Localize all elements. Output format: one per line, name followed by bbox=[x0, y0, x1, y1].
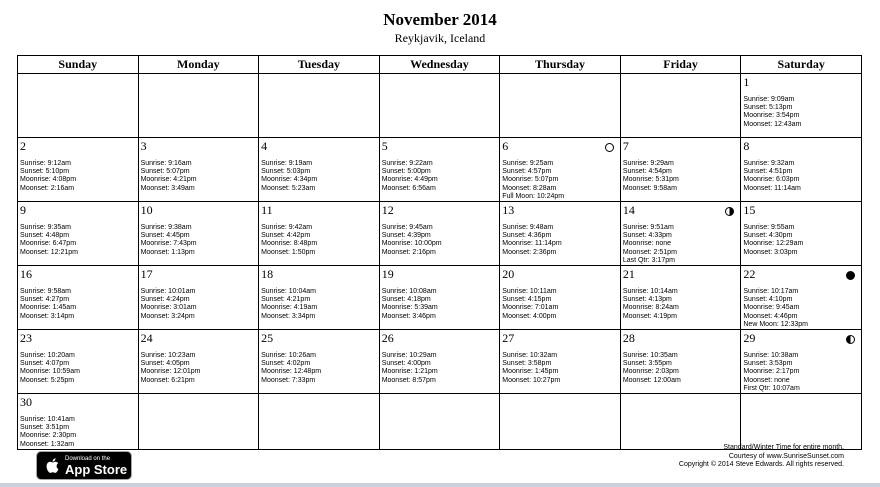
detail-line: Moonset: 8:28am bbox=[502, 184, 557, 192]
detail-line: Moonrise: 6:03pm bbox=[743, 176, 800, 184]
day-number: 27 bbox=[502, 331, 515, 345]
detail-line: Moonrise: 2:30pm bbox=[20, 432, 77, 440]
detail-line: Sunrise: 9:25am bbox=[502, 160, 554, 167]
day-number: 25 bbox=[261, 331, 274, 345]
empty-day-cell bbox=[138, 74, 259, 138]
detail-line: Full Moon: 10:24pm bbox=[502, 192, 565, 200]
footer-notes bbox=[679, 444, 844, 470]
detail-line: Moonset: 12:00am bbox=[622, 376, 681, 384]
detail-line: Moonrise: 12:48pm bbox=[261, 368, 322, 376]
day-cell bbox=[138, 330, 259, 394]
day-details bbox=[141, 224, 257, 257]
day-number: 21 bbox=[622, 267, 635, 281]
day-number: 8 bbox=[743, 139, 750, 153]
detail-line: Sunrise: 9:19am bbox=[261, 160, 313, 167]
day-details bbox=[141, 160, 257, 193]
detail-line: Moonrise: none bbox=[622, 240, 672, 248]
detail-line: Sunrise: 10:35am bbox=[622, 352, 678, 359]
detail-line: Moonrise: 7:43pm bbox=[140, 240, 197, 248]
detail-line: Sunset: 4:13pm bbox=[622, 296, 672, 304]
day-cell bbox=[500, 202, 621, 266]
weekday-header-saturday: Saturday bbox=[741, 56, 862, 74]
detail-line: First Qtr: 10:07am bbox=[743, 384, 800, 392]
weekday-header-row bbox=[18, 56, 862, 74]
detail-line: Moonrise: 4:08pm bbox=[20, 176, 77, 184]
day-number: 5 bbox=[381, 139, 388, 153]
detail-line: Sunrise: 9:58am bbox=[20, 288, 71, 295]
app-store-big-text: App Store bbox=[65, 462, 128, 477]
empty-day-cell bbox=[620, 74, 741, 138]
day-cell bbox=[259, 266, 380, 330]
day-number: 1 bbox=[743, 75, 750, 89]
detail-line: Moonset: 7:33pm bbox=[261, 376, 316, 384]
day-number: 10 bbox=[140, 203, 153, 217]
bottom-scroll-strip bbox=[0, 483, 880, 487]
app-store-small-text: Download on the bbox=[65, 456, 111, 462]
calendar-week-row bbox=[18, 138, 862, 202]
detail-line: Sunset: 3:53pm bbox=[743, 360, 793, 368]
detail-line: Moonrise: 5:39am bbox=[381, 304, 438, 312]
detail-line: Sunset: 4:05pm bbox=[140, 360, 190, 368]
detail-line: Moonrise: 1:45pm bbox=[502, 368, 559, 376]
day-cell bbox=[620, 138, 741, 202]
detail-line: Sunset: 4:57pm bbox=[502, 168, 552, 176]
day-cell bbox=[18, 266, 139, 330]
detail-line: Sunset: 5:03pm bbox=[261, 168, 311, 176]
detail-line: Sunrise: 10:14am bbox=[622, 288, 678, 295]
day-number: 16 bbox=[20, 267, 32, 281]
detail-line: Sunrise: 9:22am bbox=[381, 160, 433, 167]
detail-line: Sunset: 4:45pm bbox=[140, 232, 190, 240]
detail-line: Sunrise: 9:32am bbox=[743, 160, 795, 167]
day-details bbox=[382, 160, 498, 193]
detail-line: Moonset: 6:56am bbox=[381, 184, 436, 192]
detail-line: Sunset: 4:48pm bbox=[20, 232, 70, 240]
detail-line: Moonset: 11:14am bbox=[743, 184, 801, 192]
detail-line: Sunset: 4:54pm bbox=[622, 168, 672, 176]
detail-line: Moonrise: 5:31pm bbox=[622, 176, 679, 184]
detail-line: Moonset: 5:23am bbox=[261, 184, 316, 192]
day-number: 19 bbox=[381, 267, 394, 281]
day-details bbox=[261, 352, 377, 385]
day-cell bbox=[741, 138, 862, 202]
full-moon-icon bbox=[605, 143, 614, 152]
detail-line: Sunrise: 10:01am bbox=[140, 288, 196, 295]
detail-line: Moonset: 10:27pm bbox=[502, 376, 561, 384]
detail-line: Sunset: 4:51pm bbox=[743, 168, 793, 176]
day-cell bbox=[620, 266, 741, 330]
day-details bbox=[623, 288, 739, 321]
weekday-header-sunday: Sunday bbox=[18, 56, 139, 74]
day-details bbox=[502, 288, 618, 321]
detail-line: Sunrise: 10:20am bbox=[20, 352, 75, 359]
empty-day-cell bbox=[259, 394, 380, 450]
day-cell bbox=[500, 138, 621, 202]
empty-day-cell bbox=[379, 394, 500, 450]
detail-line: Moonrise: 4:21pm bbox=[140, 176, 197, 184]
detail-line: Moonset: 3:46pm bbox=[381, 312, 436, 320]
footer-time-note: Standard/Winter Time for entire month. bbox=[723, 444, 844, 451]
detail-line: Moonset: 6:21pm bbox=[140, 376, 195, 384]
detail-line: Sunrise: 9:16am bbox=[140, 160, 192, 167]
detail-line: Sunrise: 10:32am bbox=[502, 352, 558, 359]
day-details bbox=[502, 224, 618, 257]
detail-line: Sunrise: 10:23am bbox=[140, 352, 196, 359]
day-number: 7 bbox=[622, 139, 629, 153]
footer-courtesy[interactable]: Courtesy of www.SunriseSunset.com bbox=[728, 452, 844, 460]
detail-line: Moonrise: 10:59am bbox=[20, 368, 80, 376]
day-details bbox=[20, 416, 136, 449]
day-details bbox=[261, 288, 377, 321]
empty-day-cell bbox=[500, 394, 621, 450]
detail-line: Moonrise: 6:47pm bbox=[20, 240, 77, 248]
day-details bbox=[141, 288, 257, 321]
day-cell bbox=[741, 202, 862, 266]
detail-line: Moonset: 5:25pm bbox=[20, 376, 75, 384]
detail-line: Moonrise: 1:45am bbox=[20, 304, 77, 312]
detail-line: Sunrise: 9:35am bbox=[20, 224, 71, 231]
detail-line: Moonrise: 3:01am bbox=[140, 304, 197, 312]
day-number: 9 bbox=[20, 203, 26, 217]
last-quarter-moon-icon bbox=[725, 207, 734, 216]
detail-line: Sunrise: 10:29am bbox=[381, 352, 437, 359]
detail-line: Sunset: 4:27pm bbox=[20, 296, 70, 304]
detail-line: Sunset: 4:07pm bbox=[20, 360, 70, 368]
day-cell bbox=[138, 138, 259, 202]
day-details bbox=[502, 352, 618, 385]
day-cell bbox=[741, 74, 862, 138]
page-title: November 2014 bbox=[383, 10, 497, 29]
day-cell bbox=[620, 330, 741, 394]
detail-line: Moonrise: 2:17pm bbox=[743, 368, 800, 376]
detail-line: Moonrise: 7:01am bbox=[502, 304, 559, 312]
day-number: 3 bbox=[140, 139, 147, 153]
detail-line: Sunset: 5:10pm bbox=[20, 168, 70, 176]
day-details bbox=[743, 288, 859, 329]
day-number: 15 bbox=[743, 203, 756, 217]
day-number: 30 bbox=[20, 395, 32, 409]
detail-line: Last Qtr: 3:17pm bbox=[622, 256, 675, 264]
detail-line: Sunrise: 10:26am bbox=[261, 352, 316, 359]
detail-line: Sunset: 4:21pm bbox=[261, 296, 311, 304]
weekday-header-tuesday: Tuesday bbox=[259, 56, 380, 74]
calendar-week-row bbox=[18, 202, 862, 266]
day-number: 6 bbox=[502, 139, 509, 153]
new-moon-icon bbox=[846, 271, 855, 280]
day-details bbox=[382, 224, 498, 257]
day-number: 29 bbox=[743, 331, 756, 345]
detail-line: Sunrise: 9:55am bbox=[743, 224, 795, 231]
day-details bbox=[743, 160, 859, 193]
day-cell bbox=[18, 202, 139, 266]
weekday-header-monday: Monday bbox=[138, 56, 259, 74]
detail-line: Moonset: 4:19pm bbox=[622, 312, 677, 320]
day-cell bbox=[18, 138, 139, 202]
day-details bbox=[743, 352, 859, 393]
day-cell bbox=[138, 266, 259, 330]
detail-line: Moonrise: 11:14pm bbox=[502, 240, 562, 248]
detail-line: Moonrise: 10:00pm bbox=[381, 240, 442, 248]
detail-line: Moonrise: 9:45am bbox=[743, 304, 800, 312]
detail-line: Sunset: 4:10pm bbox=[743, 296, 793, 304]
day-cell bbox=[379, 202, 500, 266]
first-quarter-moon-icon bbox=[846, 335, 855, 344]
day-cell bbox=[379, 266, 500, 330]
day-cell bbox=[379, 138, 500, 202]
day-cell bbox=[18, 394, 139, 450]
day-details bbox=[623, 352, 739, 385]
detail-line: Sunset: 4:39pm bbox=[381, 232, 431, 240]
detail-line: Sunrise: 10:04am bbox=[261, 288, 316, 295]
empty-day-cell bbox=[18, 74, 139, 138]
empty-day-cell bbox=[620, 394, 741, 450]
detail-line: Moonrise: 1:21pm bbox=[381, 368, 438, 376]
detail-line: Moonrise: 4:34pm bbox=[261, 176, 318, 184]
detail-line: New Moon: 12:33pm bbox=[743, 320, 808, 328]
detail-line: Moonset: 4:00pm bbox=[502, 312, 557, 320]
day-cell bbox=[379, 330, 500, 394]
detail-line: Sunset: 4:18pm bbox=[381, 296, 431, 304]
detail-line: Moonrise: 5:07pm bbox=[502, 176, 559, 184]
apple-icon bbox=[45, 457, 59, 474]
detail-line: Sunset: 5:00pm bbox=[381, 168, 431, 176]
detail-line: Moonset: 2:16pm bbox=[381, 248, 436, 256]
day-number: 17 bbox=[140, 267, 153, 281]
day-cell bbox=[259, 202, 380, 266]
day-details bbox=[261, 224, 377, 257]
day-details bbox=[20, 224, 136, 257]
day-details bbox=[623, 224, 739, 265]
detail-line: Moonrise: 8:24am bbox=[622, 304, 679, 312]
detail-line: Sunset: 4:42pm bbox=[261, 232, 311, 240]
day-cell bbox=[500, 266, 621, 330]
detail-line: Moonset: 2:51pm bbox=[622, 248, 677, 256]
detail-line: Sunrise: 9:29am bbox=[622, 160, 674, 167]
day-details bbox=[20, 288, 136, 321]
detail-line: Sunrise: 10:38am bbox=[743, 352, 799, 359]
detail-line: Moonset: 3:14pm bbox=[20, 312, 75, 320]
day-cell bbox=[620, 202, 741, 266]
detail-line: Moonset: none bbox=[743, 376, 790, 384]
empty-day-cell bbox=[500, 74, 621, 138]
calendar-table bbox=[17, 55, 862, 450]
calendar-week-row bbox=[18, 330, 862, 394]
day-cell bbox=[138, 202, 259, 266]
detail-line: Moonset: 3:24pm bbox=[140, 312, 195, 320]
detail-line: Sunset: 3:51pm bbox=[20, 424, 70, 432]
day-cell bbox=[18, 330, 139, 394]
day-details bbox=[382, 352, 498, 385]
detail-line: Sunset: 4:36pm bbox=[502, 232, 552, 240]
detail-line: Moonset: 1:50pm bbox=[261, 248, 316, 256]
detail-line: Sunset: 4:33pm bbox=[622, 232, 672, 240]
footer-copyright: Copyright © 2014 Steve Edwards. All rights reserved. bbox=[678, 461, 844, 468]
day-details bbox=[261, 160, 377, 193]
detail-line: Moonset: 9:58am bbox=[622, 184, 677, 192]
day-number: 28 bbox=[622, 331, 635, 345]
day-cell bbox=[259, 138, 380, 202]
detail-line: Moonset: 3:34pm bbox=[261, 312, 316, 320]
detail-line: Sunrise: 9:12am bbox=[20, 160, 71, 167]
detail-line: Sunset: 4:02pm bbox=[261, 360, 311, 368]
detail-line: Sunrise: 10:41am bbox=[20, 416, 75, 423]
detail-line: Sunset: 4:15pm bbox=[502, 296, 552, 304]
detail-line: Sunset: 5:07pm bbox=[140, 168, 190, 176]
day-number: 23 bbox=[20, 331, 32, 345]
day-details bbox=[382, 288, 498, 321]
location-subtitle: Reykjavik, Iceland bbox=[394, 31, 486, 45]
detail-line: Sunset: 5:13pm bbox=[743, 104, 793, 112]
detail-line: Moonrise: 2:03pm bbox=[622, 368, 679, 376]
day-number: 4 bbox=[261, 139, 268, 153]
detail-line: Moonset: 2:36pm bbox=[502, 248, 557, 256]
detail-line: Moonset: 3:03pm bbox=[743, 248, 798, 256]
detail-line: Moonset: 4:46pm bbox=[743, 312, 798, 320]
day-number: 22 bbox=[743, 267, 756, 281]
day-details bbox=[20, 352, 136, 385]
detail-line: Moonset: 2:16am bbox=[20, 184, 75, 192]
detail-line: Sunrise: 9:45am bbox=[381, 224, 433, 231]
day-number: 26 bbox=[381, 331, 394, 345]
detail-line: Sunset: 4:30pm bbox=[743, 232, 793, 240]
empty-day-cell bbox=[259, 74, 380, 138]
day-number: 18 bbox=[261, 267, 274, 281]
day-number: 20 bbox=[502, 267, 515, 281]
day-details bbox=[743, 224, 859, 257]
detail-line: Moonset: 8:57pm bbox=[381, 376, 436, 384]
detail-line: Moonset: 1:13pm bbox=[140, 248, 195, 256]
detail-line: Moonset: 1:32am bbox=[20, 440, 75, 448]
detail-line: Moonset: 12:21pm bbox=[20, 248, 78, 256]
day-cell bbox=[500, 330, 621, 394]
calendar-week-row bbox=[18, 394, 862, 450]
weekday-header-friday: Friday bbox=[620, 56, 741, 74]
weekday-header-thursday: Thursday bbox=[500, 56, 621, 74]
day-details bbox=[20, 160, 136, 193]
detail-line: Moonrise: 4:19am bbox=[261, 304, 318, 312]
detail-line: Moonrise: 4:49pm bbox=[381, 176, 438, 184]
day-cell bbox=[741, 330, 862, 394]
detail-line: Sunrise: 9:09am bbox=[743, 96, 795, 103]
detail-line: Sunrise: 9:48am bbox=[502, 224, 554, 231]
detail-line: Sunrise: 10:11am bbox=[502, 288, 557, 295]
detail-line: Moonrise: 12:01pm bbox=[140, 368, 201, 376]
calendar-week-row bbox=[18, 266, 862, 330]
day-details bbox=[623, 160, 739, 193]
detail-line: Moonset: 3:49am bbox=[140, 184, 195, 192]
day-number: 2 bbox=[20, 139, 26, 153]
detail-line: Sunrise: 9:42am bbox=[261, 224, 313, 231]
detail-line: Moonrise: 8:48pm bbox=[261, 240, 318, 248]
detail-line: Sunset: 4:00pm bbox=[381, 360, 431, 368]
empty-day-cell bbox=[741, 394, 862, 450]
day-details bbox=[141, 352, 257, 385]
empty-day-cell bbox=[138, 394, 259, 450]
day-number: 11 bbox=[261, 203, 273, 217]
day-number: 12 bbox=[381, 203, 394, 217]
day-number: 13 bbox=[502, 203, 515, 217]
detail-line: Moonrise: 12:29am bbox=[743, 240, 804, 248]
detail-line: Sunset: 3:55pm bbox=[622, 360, 672, 368]
day-details bbox=[502, 160, 618, 201]
detail-line: Sunrise: 10:17am bbox=[743, 288, 799, 295]
day-cell bbox=[741, 266, 862, 330]
app-store-badge[interactable] bbox=[36, 451, 132, 480]
detail-line: Sunset: 3:58pm bbox=[502, 360, 552, 368]
detail-line: Sunrise: 9:38am bbox=[140, 224, 192, 231]
day-number: 14 bbox=[622, 203, 635, 217]
detail-line: Sunrise: 9:51am bbox=[622, 224, 674, 231]
day-number: 24 bbox=[140, 331, 153, 345]
day-details bbox=[743, 96, 859, 129]
detail-line: Moonrise: 3:54pm bbox=[743, 112, 800, 120]
empty-day-cell bbox=[379, 74, 500, 138]
detail-line: Moonset: 12:43am bbox=[743, 120, 802, 128]
weekday-header-wednesday: Wednesday bbox=[379, 56, 500, 74]
detail-line: Sunrise: 10:08am bbox=[381, 288, 437, 295]
day-cell bbox=[259, 330, 380, 394]
detail-line: Sunset: 4:24pm bbox=[140, 296, 190, 304]
calendar-week-row bbox=[18, 74, 862, 138]
